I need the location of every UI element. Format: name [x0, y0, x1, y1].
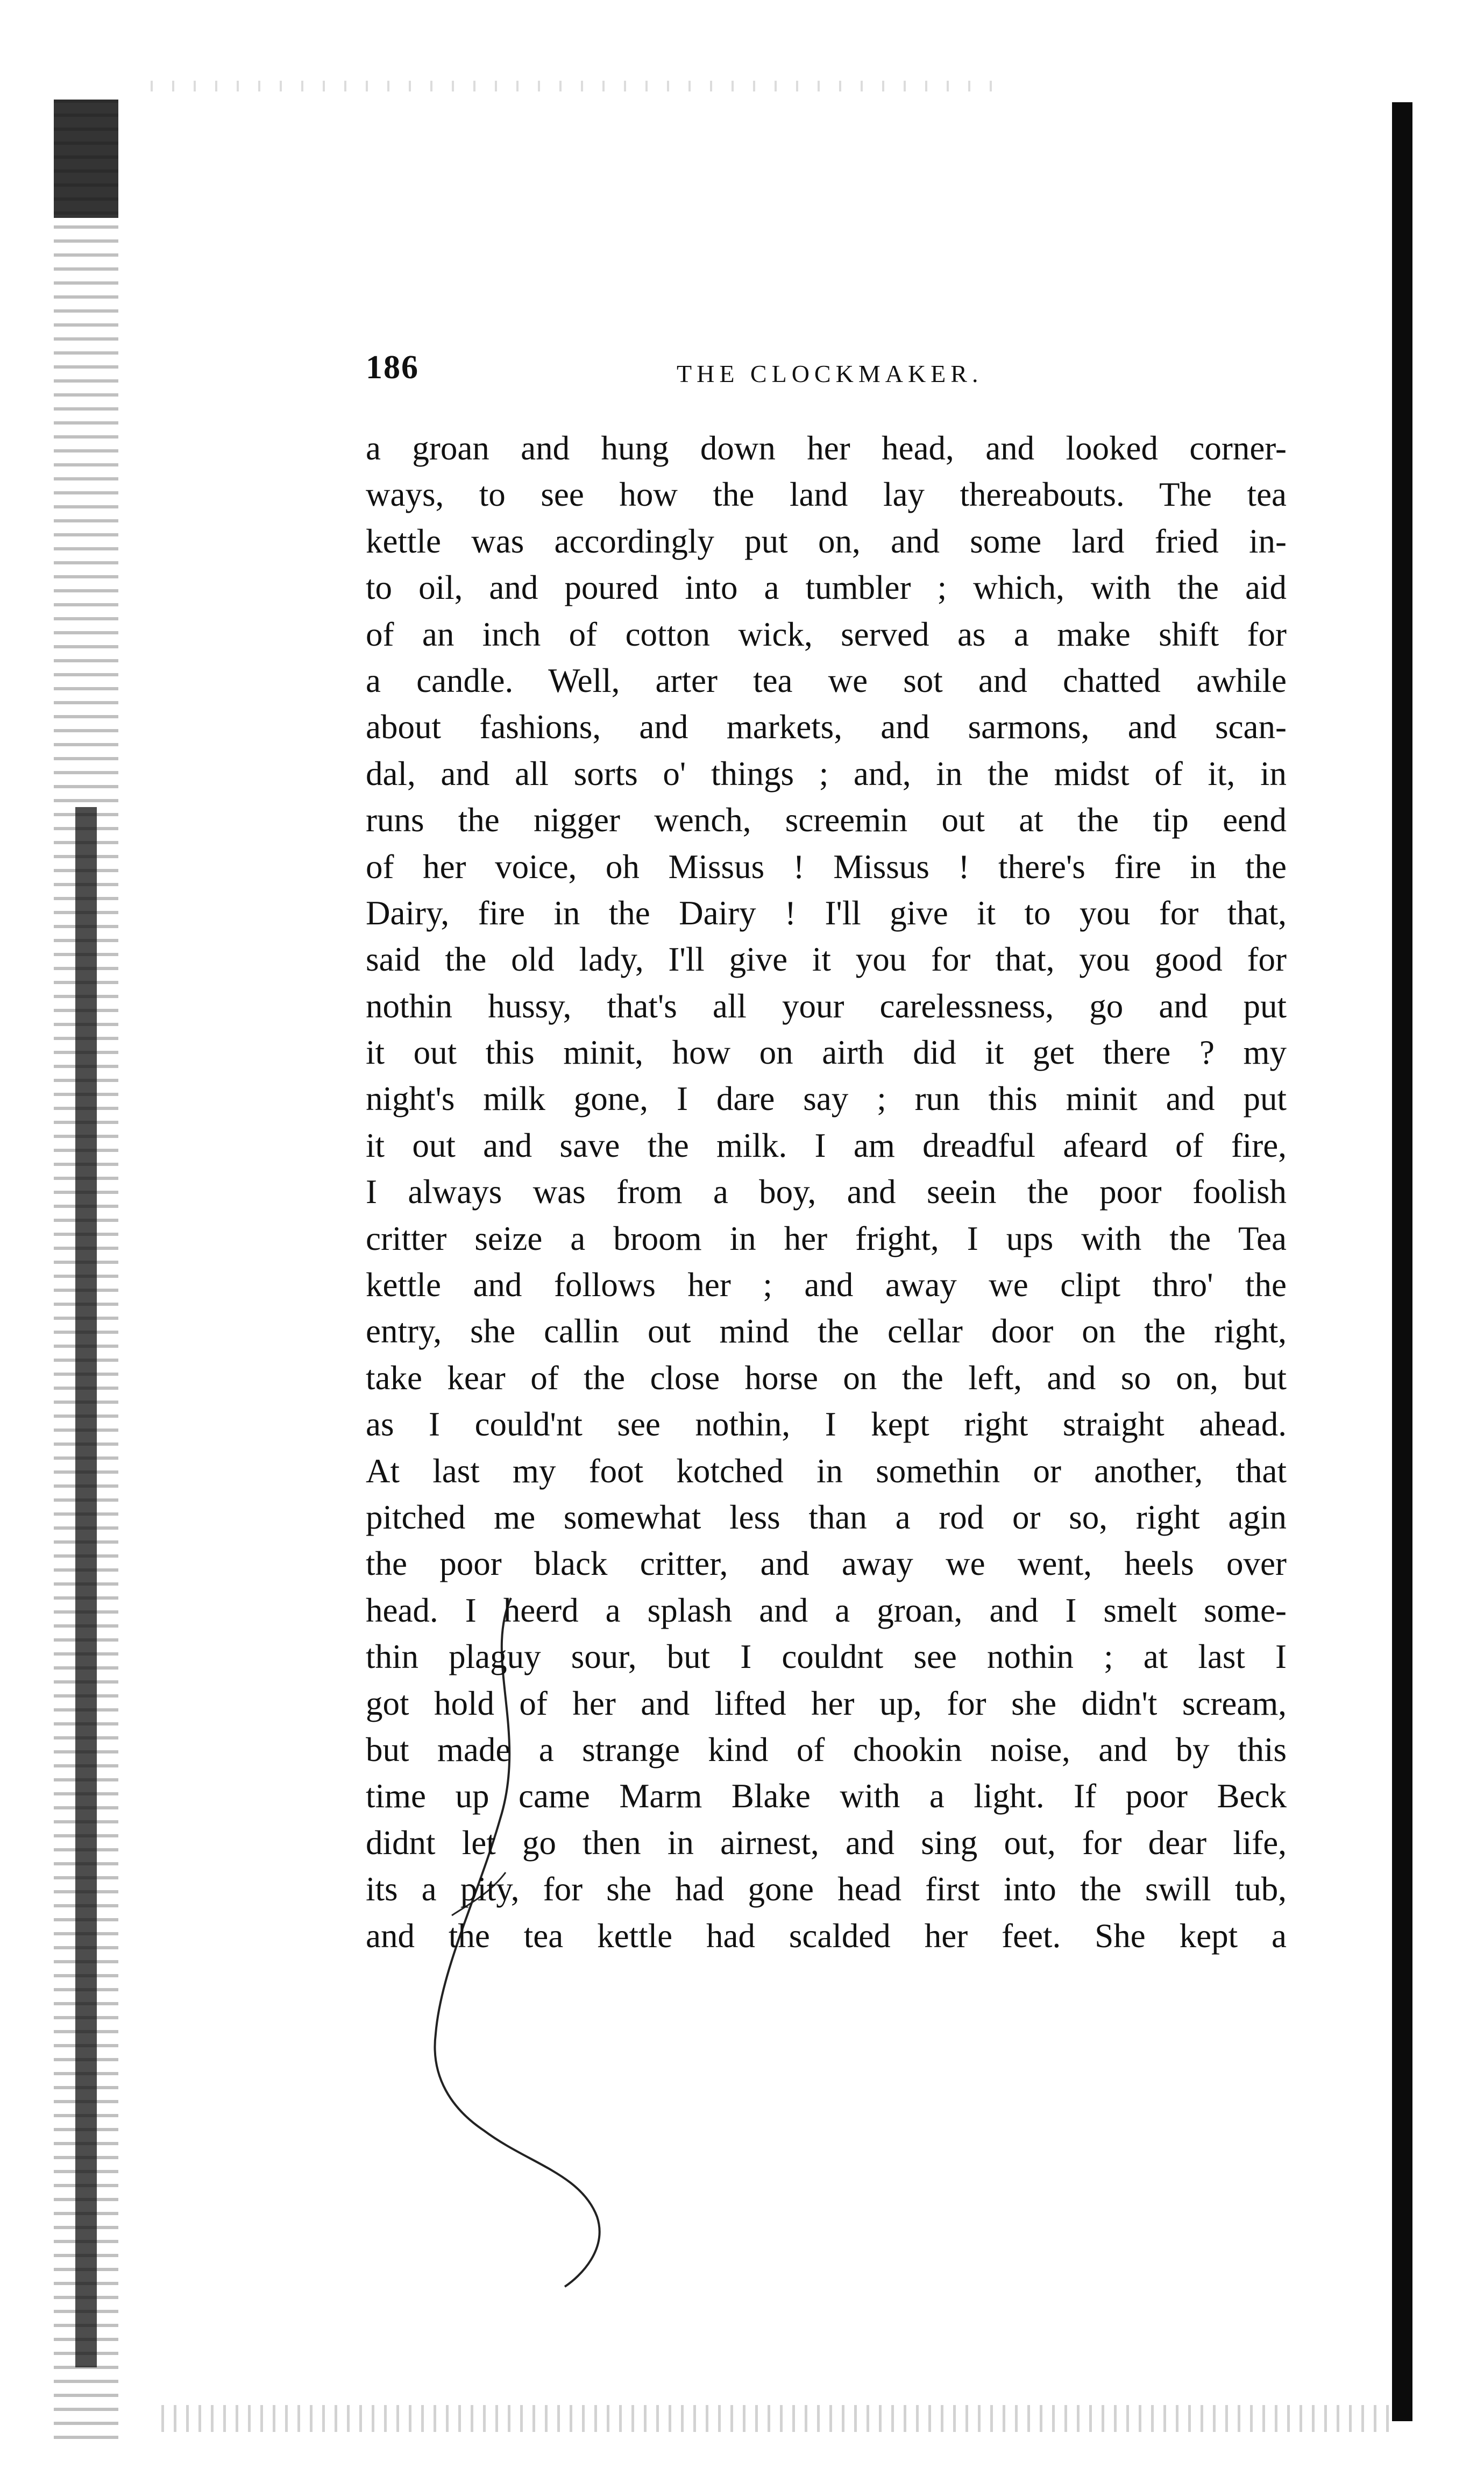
text-line: a candle. Well, arter tea we sot and chatted awhile: [366, 661, 1287, 699]
text-line: its a pity, for she had gone head first into the swill tub,: [366, 1870, 1287, 1908]
text-line: take kear of the close horse on the left, and so on, but: [366, 1359, 1287, 1397]
text-line: of an inch of cotton wick, served as a make shift for: [366, 615, 1287, 653]
text-line: entry, she callin out mind the cellar door on the right,: [366, 1312, 1287, 1350]
text-line: said the old lady, I'll give it you for that, you good for: [366, 940, 1287, 979]
text-line: didnt let go then in airnest, and sing out, for dear life,: [366, 1823, 1287, 1862]
body-text: [366, 425, 1287, 1959]
text-line: head. I heerd a splash and a groan, and I smelt some-: [366, 1591, 1287, 1629]
text-line: and the tea kettle had scalded her feet. She kept a: [366, 1917, 1287, 1955]
scan-noise-bottom: [161, 2405, 1398, 2432]
text-line: kettle and follows her ; and away we clipt thro' the: [366, 1266, 1287, 1304]
text-line: of her voice, oh Missus ! Missus ! there's fire in the: [366, 847, 1287, 886]
scan-shadow-left-top: [54, 100, 118, 218]
scan-noise-top: [151, 81, 1011, 91]
text-line: pitched me somewhat less than a rod or so, right agin: [366, 1498, 1287, 1536]
text-line: kettle was accordingly put on, and some lard fried in-: [366, 522, 1287, 560]
page-header: [366, 349, 1286, 392]
text-line: runs the nigger wench, screemin out at the tip eend: [366, 801, 1287, 839]
running-head: THE CLOCKMAKER.: [677, 360, 983, 387]
text-line: night's milk gone, I dare say ; run this minit and put: [366, 1080, 1287, 1118]
text-line: about fashions, and markets, and sarmons, and scan-: [366, 708, 1287, 746]
text-line: it out this minit, how on airth did it get there ? my: [366, 1034, 1287, 1072]
scan-shadow-left: [75, 807, 97, 2367]
text-line: time up came Marm Blake with a light. If poor Beck: [366, 1777, 1287, 1815]
text-line: thin plaguy sour, but I couldnt see nothin ; at last I: [366, 1638, 1287, 1676]
text-line: At last my foot kotched in somethin or another, that: [366, 1452, 1287, 1490]
text-line: as I could'nt see nothin, I kept right straight ahead.: [366, 1405, 1287, 1444]
text-line: got hold of her and lifted her up, for she didn't scream,: [366, 1684, 1287, 1722]
text-line: Dairy, fire in the Dairy ! I'll give it to you for that,: [366, 894, 1287, 932]
text-line: but made a strange kind of chookin noise, and by this: [366, 1730, 1287, 1769]
text-line: dal, and all sorts o' things ; and, in the midst of it, in: [366, 754, 1287, 793]
page-number: 186: [366, 349, 419, 386]
text-line: it out and save the milk. I am dreadful afeard of fire,: [366, 1126, 1287, 1164]
text-line: to oil, and poured into a tumbler ; which, with the aid: [366, 569, 1287, 607]
text-line: ways, to see how the land lay thereabouts. The tea: [366, 476, 1287, 514]
text-line: critter seize a broom in her fright, I ups with the Tea: [366, 1219, 1287, 1257]
scan-shadow-right: [1392, 102, 1412, 2421]
text-line: I always was from a boy, and seein the poor foolish: [366, 1173, 1287, 1211]
text-line: a groan and hung down her head, and looked corner-: [366, 429, 1287, 467]
text-line: nothin hussy, that's all your carelessness, go and put: [366, 987, 1287, 1025]
text-line: the poor black critter, and away we went, heels over: [366, 1545, 1287, 1583]
